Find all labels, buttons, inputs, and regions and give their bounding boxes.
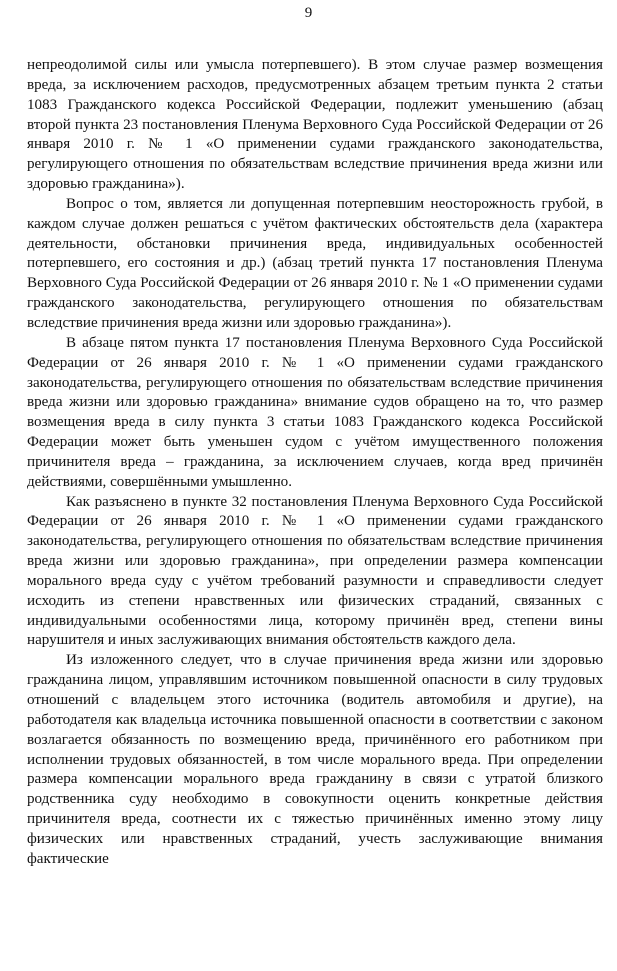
document-body — [27, 56, 603, 870]
paragraph-3: В абзаце пятом пункта 17 постановления Пленума Верховного Суда Российской Федерации от 26 января 2010 г. № 1 «О применении судами гражданского законодательства, регулирующего отношения по обязательствам вследствие причинения вреда жизни или здоровью гражданина» внимание судов обращено на то, что размер возмещения вреда в силу пункта 3 статьи 1083 Гражданского кодекса Российской Федерации может быть уменьшен судом с учётом имущественного положения причинителя вреда – гражданина, за исключением случаев, когда вред причинён действиями, совершёнными умышленно. — [27, 334, 603, 490]
paragraph-4: Как разъяснено в пункте 32 постановления Пленума Верховного Суда Российской Федерации от 26 января 2010 г. № 1 «О применении судами гражданского законодательства, регулирующего отношения по обязательствам вследствие причинения вреда жизни или здоровью гражданина», при определении размера компенсации морального вреда суду с учётом требований разумности и справедливости следует исходить из степени нравственных или физических страданий, связанных с индивидуальными особенностями лица, которому причинён вред, степени вины нарушителя и иных заслуживающих внимания обстоятельств каждого дела. — [27, 493, 603, 649]
paragraph-5: Из изложенного следует, что в случае причинения вреда жизни или здоровью гражданина лицом, управлявшим источником повышенной опасности в силу трудовых отношений с владельцем этого источника (водитель автомобиля и другие), на работодателя как владельца источника повышенной опасности в соответствии с законом возлагается обязанность по возмещению вреда, причинённого его работником при исполнении трудовых обязанностей, в том числе морального вреда. При определении размера компенсации морального вреда гражданину в связи с утратой близкого родственника суду необходимо в совокупности оценить конкретные действия причинителя вреда, соотнести их с тяжестью причинённых именно этому лицу физических или нравственных страданий, учесть заслуживающие внимания фактические — [27, 652, 603, 867]
paragraph-2: Вопрос о том, является ли допущенная потерпевшим неосторожность грубой, в каждом случае должен решаться с учётом фактических обстоятельств дела (характера деятельности, обстановки причинения вреда, индивидуальных особенностей потерпевшего, его состояния и др.) (абзац третий пункта 17 постановления Пленума Верховного Суда Российской Федерации от 26 января 2010 г. № 1 «О применении судами гражданского законодательства, регулирующего отношения по обязательствам вследствие причинения вреда жизни или здоровью гражданина»). — [27, 195, 603, 331]
paragraph-1: непреодолимой силы или умысла потерпевшего). В этом случае размер возмещения вреда, за исключением расходов, предусмотренных абзацем третьим пункта 2 статьи 1083 Гражданского кодекса Российской Федерации, подлежит уменьшению (абзац второй пункта 23 постановления Пленума Верховного Суда Российской Федерации от 26 января 2010 г. № 1 «О применении судами гражданского законодательства, регулирующего отношения по обязательствам вследствие причинения вреда жизни или здоровью гражданина»). — [27, 57, 603, 193]
page-number: 9 — [304, 5, 313, 21]
